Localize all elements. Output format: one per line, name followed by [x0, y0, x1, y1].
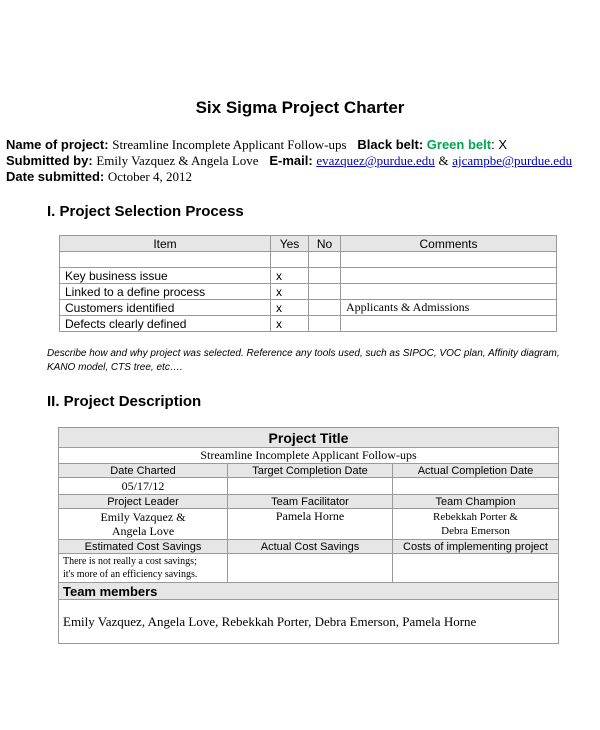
project-name-line: Name of project: Streamline Incomplete Applicant Follow-ups Black belt: Green belt: X — [6, 137, 507, 152]
col-header-item: Item — [60, 236, 271, 252]
item-cell: Key business issue — [60, 268, 271, 284]
project-leader-label: Project Leader — [59, 495, 228, 509]
date-line: Date submitted: October 4, 2012 — [6, 169, 192, 184]
project-description-table — [58, 427, 559, 644]
comment-cell — [341, 268, 557, 284]
name-value: Streamline Incomplete Applicant Follow-ups — [112, 137, 347, 152]
page-title: Six Sigma Project Charter — [195, 98, 405, 117]
item-cell: Customers identified — [60, 300, 271, 316]
email-link-1[interactable]: evazquez@purdue.edu — [316, 153, 435, 168]
project-leader-value — [59, 509, 228, 540]
date-value: October 4, 2012 — [107, 169, 192, 184]
green-belt-value: X — [498, 137, 507, 152]
team-facilitator-value: Pamela Horne — [228, 509, 393, 540]
yes-cell: x — [271, 268, 309, 284]
selection-table — [59, 235, 557, 332]
comment-cell — [341, 316, 557, 332]
yes-cell — [271, 252, 309, 268]
yes-cell: x — [271, 284, 309, 300]
team-champion-label: Team Champion — [393, 495, 559, 509]
selection-note: Describe how and why project was selected. Reference any tools used, such as SIPOC, VOC plan, Affinity diagram, KANO model, CTS tree, etc…. — [47, 348, 560, 373]
black-belt-label: Black belt — [357, 137, 419, 152]
green-belt-label: Green belt — [426, 137, 492, 152]
section-2-heading: II. Project Description — [47, 393, 202, 410]
implementation-cost-value — [393, 554, 559, 583]
email-separator: & — [438, 153, 449, 168]
yes-cell: x — [271, 300, 309, 316]
actual-completion-value — [393, 478, 559, 495]
submitted-value: Emily Vazquez & Angela Love — [96, 153, 259, 168]
submitted-line: Submitted by: Emily Vazquez & Angela Love E-mail: evazquez@purdue.edu & ajcampbe@purdue.edu — [6, 153, 573, 168]
actual-savings-label: Actual Cost Savings — [228, 540, 393, 554]
no-cell — [309, 300, 341, 316]
email-label: E-mail — [269, 153, 309, 168]
submitted-label: Submitted by — [6, 153, 89, 168]
date-charted-label: Date Charted — [59, 464, 228, 478]
col-header-no: No — [309, 236, 341, 252]
team-members-value: Emily Vazquez, Angela Love, Rebekkah Porter, Debra Emerson, Pamela Horne — [59, 600, 559, 644]
savings-line-2: it's more of an efficiency savings. — [63, 569, 198, 580]
actual-completion-label: Actual Completion Date — [393, 464, 559, 478]
item-cell — [60, 252, 271, 268]
date-charted-value: 05/17/12 — [59, 478, 228, 495]
implementation-cost-label: Costs of implementing project — [393, 540, 559, 554]
table-row — [60, 284, 557, 300]
team-members-label: Team members — [59, 583, 559, 600]
no-cell — [309, 316, 341, 332]
table-row — [60, 316, 557, 332]
project-title-label: Project Title — [59, 428, 559, 448]
table-header-row — [60, 236, 557, 252]
col-header-yes: Yes — [271, 236, 309, 252]
table-row — [60, 300, 557, 316]
email-link-2[interactable]: ajcampbe@purdue.edu — [452, 153, 573, 168]
comment-cell: Applicants & Admissions — [341, 300, 557, 316]
comment-cell — [341, 284, 557, 300]
project-title-value: Streamline Incomplete Applicant Follow-ups — [59, 448, 559, 464]
item-cell: Defects clearly defined — [60, 316, 271, 332]
no-cell — [309, 284, 341, 300]
team-champion-value — [393, 509, 559, 540]
no-cell — [309, 268, 341, 284]
champion-line-1: Rebekkah Porter & — [433, 511, 518, 523]
leader-line-1: Emily Vazquez & — [100, 510, 186, 524]
target-completion-value — [228, 478, 393, 495]
table-row — [60, 252, 557, 268]
section-1-heading: I. Project Selection Process — [47, 203, 244, 220]
estimated-savings-value — [59, 554, 228, 583]
col-header-comments: Comments — [341, 236, 557, 252]
name-label: Name of project — [6, 137, 105, 152]
target-completion-label: Target Completion Date — [228, 464, 393, 478]
actual-savings-value — [228, 554, 393, 583]
item-cell: Linked to a define process — [60, 284, 271, 300]
comment-cell — [341, 252, 557, 268]
team-facilitator-label: Team Facilitator — [228, 495, 393, 509]
no-cell — [309, 252, 341, 268]
estimated-savings-label: Estimated Cost Savings — [59, 540, 228, 554]
table-row — [60, 268, 557, 284]
yes-cell: x — [271, 316, 309, 332]
savings-line-1: There is not really a cost savings; — [63, 556, 197, 567]
date-label: Date submitted — [6, 169, 100, 184]
leader-line-2: Angela Love — [111, 524, 175, 538]
champion-line-2: Debra Emerson — [441, 525, 510, 537]
